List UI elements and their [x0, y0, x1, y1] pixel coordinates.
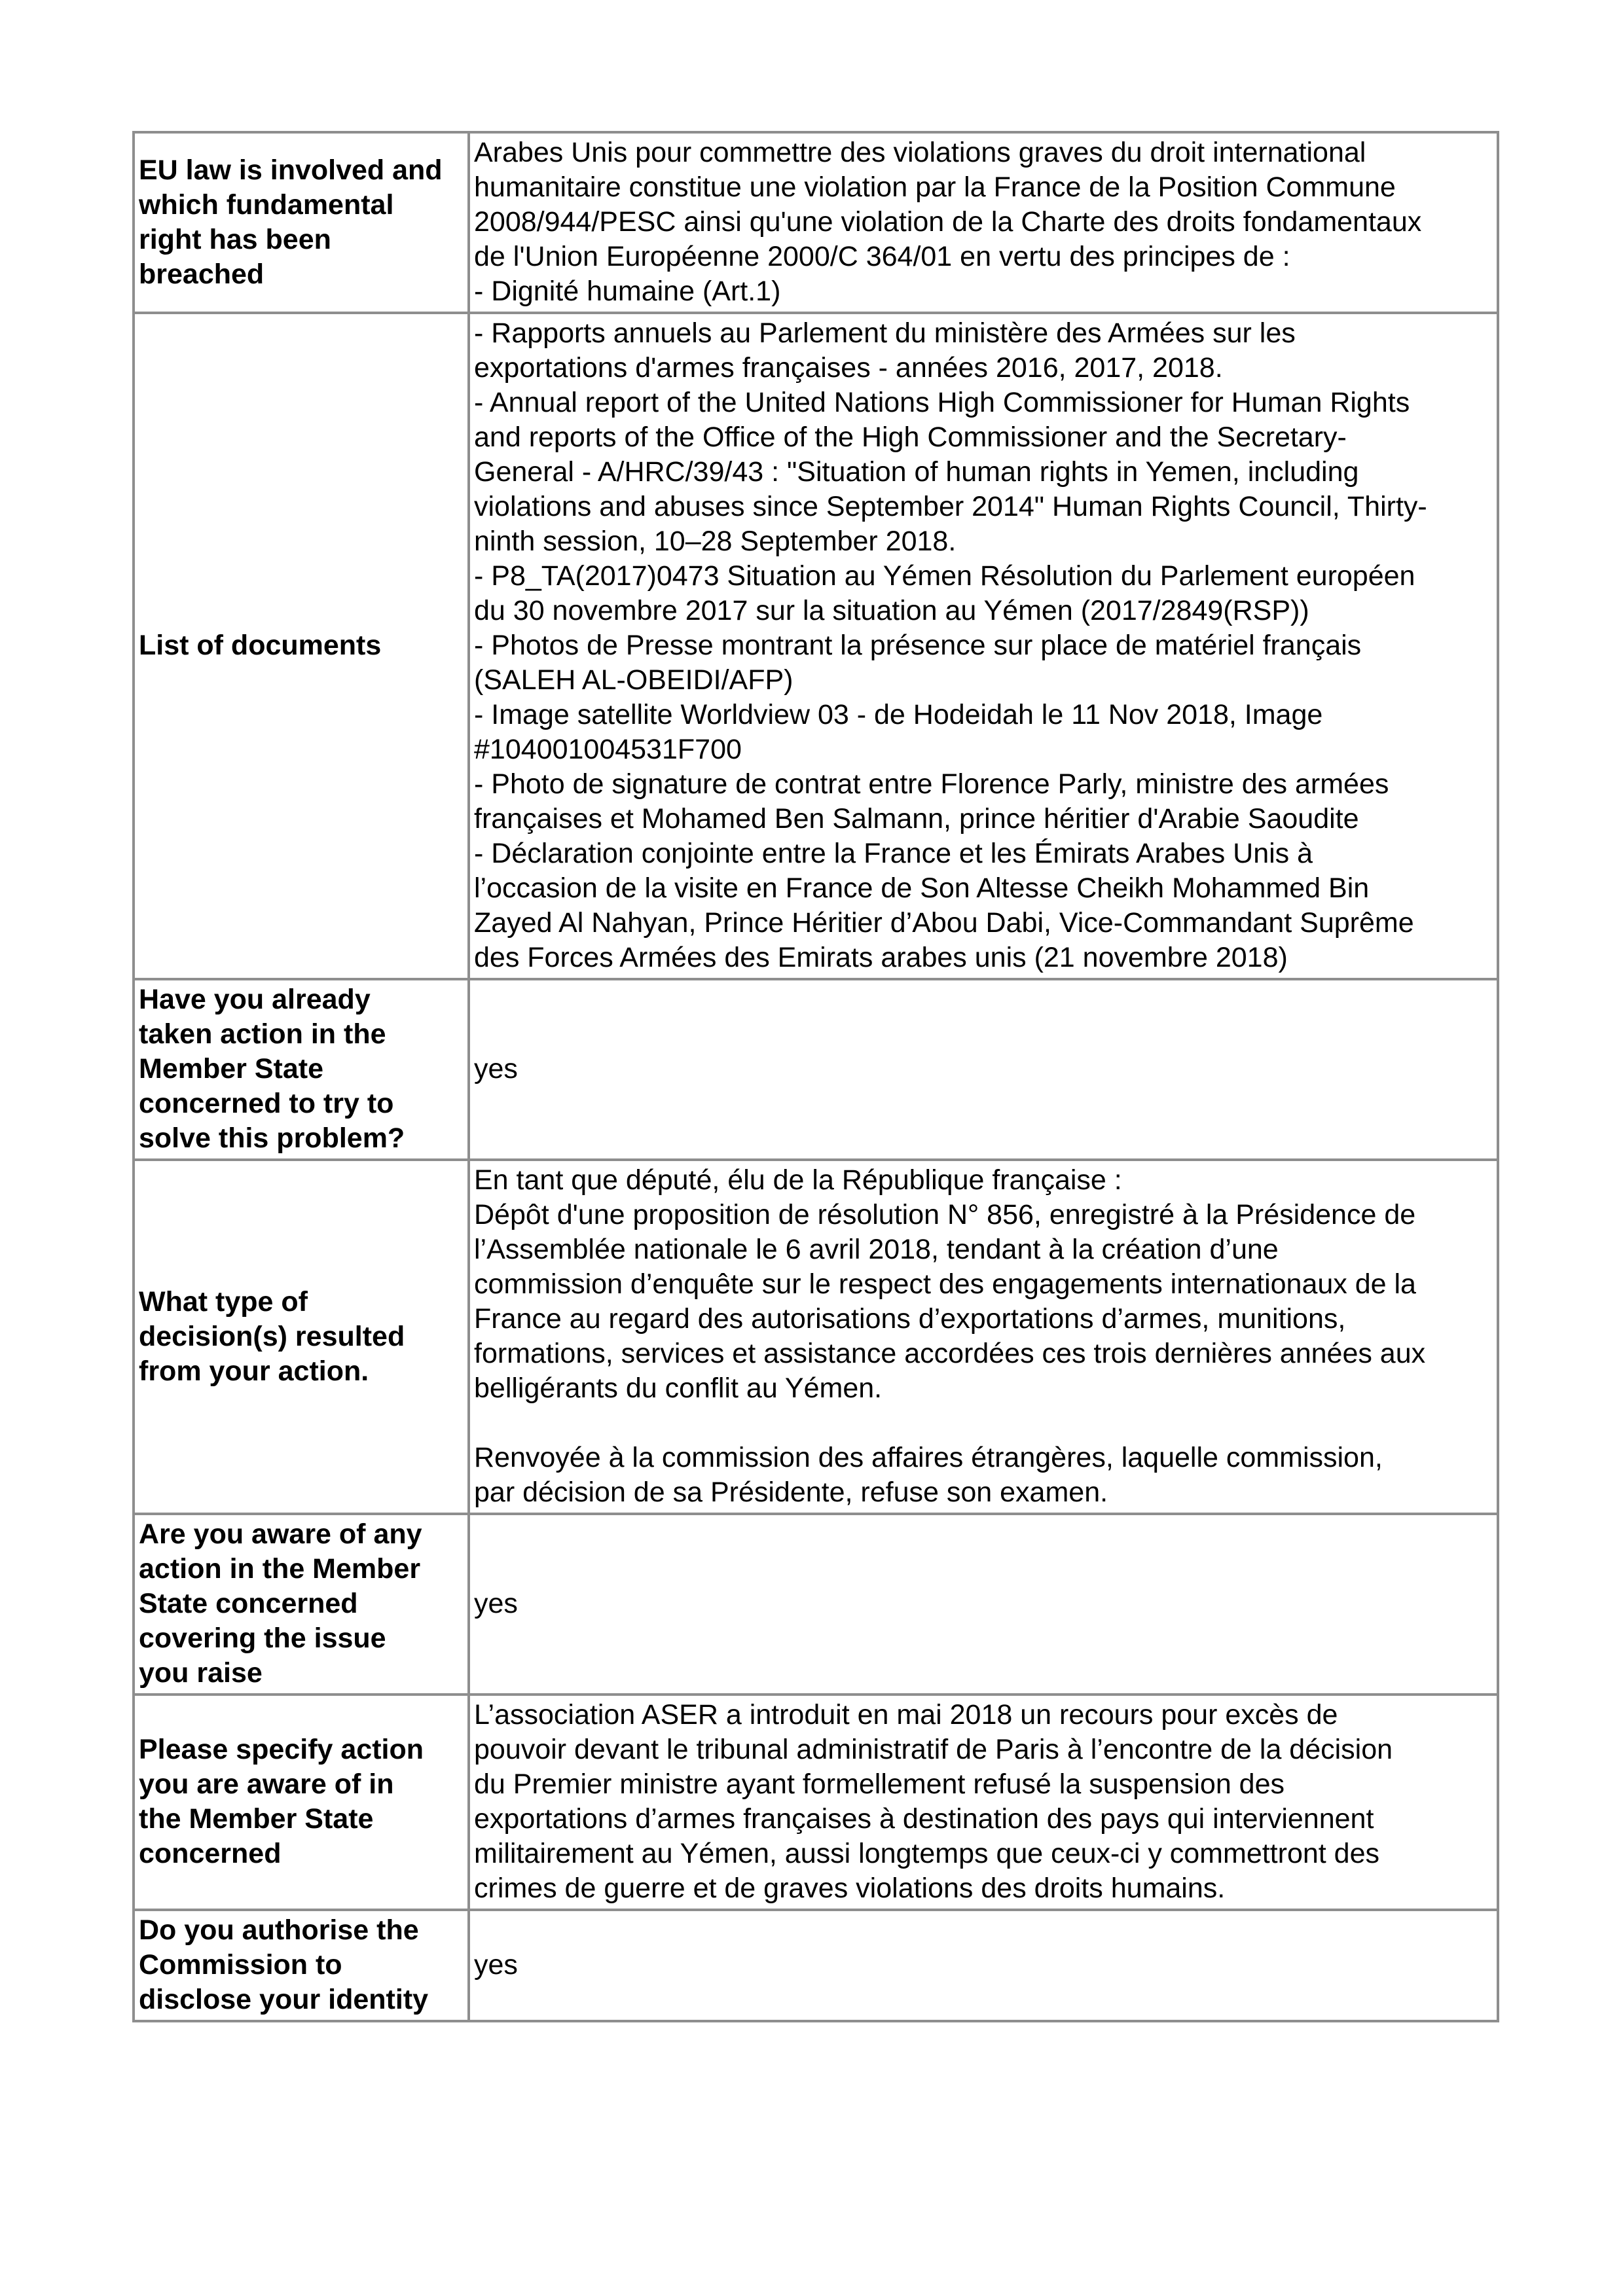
answer-line: pouvoir devant le tribunal administratif de Paris à l’encontre de la décision: [474, 1734, 1393, 1765]
question-label-line: Are you aware of any: [139, 1518, 422, 1550]
question-label-line: Have you already: [139, 984, 371, 1015]
answer-line: France au regard des autorisations d’exportations d’armes, munitions,: [474, 1303, 1346, 1335]
answer-line: l’occasion de la visite en France de Son Altesse Cheikh Mohammed Bin: [474, 872, 1370, 904]
answer-line: commission d’enquête sur le respect des engagements internationaux de la: [474, 1268, 1416, 1300]
answer-line: - Dignité humaine (Art.1): [474, 276, 781, 307]
complaint-form-table: [132, 131, 1499, 2022]
question-label-line: concerned: [139, 1838, 282, 1869]
row-specify-action: [134, 1695, 1498, 1910]
answer-line: #104001004531F700: [474, 734, 742, 765]
answer-line: du 30 novembre 2017 sur la situation au Yémen (2017/2849(RSP)): [474, 595, 1309, 626]
question-label-line: from your action.: [139, 1355, 369, 1387]
answer-line: du Premier ministre ayant formellement refusé la suspension des: [474, 1768, 1285, 1800]
answer-line: humanitaire constitue une violation par la France de la Position Commune: [474, 171, 1396, 203]
form-body: [134, 132, 1498, 2021]
question-label-line: What type of: [139, 1285, 308, 1318]
question-label: [134, 132, 469, 313]
answer-line: violations and abuses since September 2014" Human Rights Council, Thirty-: [474, 491, 1427, 522]
answer-line: yes: [474, 1588, 518, 1619]
answer-line: 2008/944/PESC ainsi qu'une violation de la Charte des droits fondamentaux: [474, 206, 1422, 238]
answer-line: par décision de sa Présidente, refuse son examen.: [474, 1477, 1108, 1508]
answer-line: - Déclaration conjointe entre la France et les Émirats Arabes Unis à: [474, 838, 1313, 869]
question-label: [134, 1695, 469, 1910]
answer-line: - Rapports annuels au Parlement du ministère des Armées sur les: [474, 317, 1296, 349]
paragraph-break: [474, 1406, 1493, 1441]
answer-line: L’association ASER a introduit en mai 2018 un recours pour excès de: [474, 1699, 1338, 1731]
question-label-line: concerned to try to: [139, 1088, 394, 1119]
row-list-of-documents: [134, 313, 1498, 979]
question-label-line: you raise: [139, 1657, 263, 1689]
question-label-line: action in the Member: [139, 1553, 421, 1585]
question-label: [134, 1514, 469, 1695]
answer-line: militairement au Yémen, aussi longtemps que ceux-ci y commettront des: [474, 1838, 1379, 1869]
question-label-line: breached: [139, 258, 264, 290]
answer-line: Renvoyée à la commission des affaires étrangères, laquelle commission,: [474, 1442, 1383, 1473]
answer-value: [469, 1695, 1498, 1910]
question-label-line: you are aware of in: [139, 1768, 394, 1800]
question-label-line: Do you authorise the: [139, 1914, 419, 1946]
answer-value: [469, 979, 1498, 1160]
answer-line: belligérants du conflit au Yémen.: [474, 1372, 883, 1404]
answer-line: - Annual report of the United Nations High Commissioner for Human Rights: [474, 387, 1410, 418]
row-authorise-disclosure: [134, 1910, 1498, 2021]
answer-line: - Photo de signature de contrat entre Florence Parly, ministre des armées: [474, 768, 1389, 800]
question-label-line: the Member State: [139, 1803, 374, 1835]
answer-line: des Forces Armées des Emirats arabes unis (21 novembre 2018): [474, 942, 1288, 973]
question-label-line: solve this problem?: [139, 1122, 405, 1154]
answer-line: yes: [474, 1053, 518, 1085]
question-label-line: taken action in the: [139, 1018, 386, 1050]
answer-value: [469, 1514, 1498, 1695]
answer-line: - Photos de Presse montrant la présence sur place de matériel français: [474, 630, 1362, 661]
answer-line: - Image satellite Worldview 03 - de Hodeidah le 11 Nov 2018, Image: [474, 699, 1323, 730]
answer-line: En tant que député, élu de la République française :: [474, 1164, 1122, 1196]
answer-line: exportations d'armes françaises - années 2016, 2017, 2018.: [474, 352, 1223, 384]
answer-line: formations, services et assistance accordées ces trois dernières années aux: [474, 1338, 1426, 1369]
question-label-line: decision(s) resulted: [139, 1320, 405, 1352]
answer-line: ninth session, 10–28 September 2018.: [474, 526, 957, 557]
question-label-line: disclose your identity: [139, 1984, 429, 2015]
question-label-line: covering the issue: [139, 1623, 386, 1654]
answer-line: General - A/HRC/39/43 : "Situation of human rights in Yemen, including: [474, 456, 1359, 488]
question-label-line: right has been: [139, 223, 331, 255]
row-decision-resulted: [134, 1160, 1498, 1514]
answer-line: - P8_TA(2017)0473 Situation au Yémen Résolution du Parlement européen: [474, 560, 1415, 592]
answer-line: Dépôt d'une proposition de résolution N° 856, enregistré à la Présidence de: [474, 1199, 1416, 1230]
question-label: [134, 1160, 469, 1514]
question-label-line: Member State: [139, 1053, 323, 1085]
row-action-taken: [134, 979, 1498, 1160]
answer-line: crimes de guerre et de graves violations des droits humains.: [474, 1873, 1226, 1904]
question-label-line: Commission to: [139, 1949, 342, 1981]
answer-line: l’Assemblée nationale le 6 avril 2018, tendant à la création d’une: [474, 1234, 1279, 1265]
answer-value: [469, 1160, 1498, 1514]
question-label-line: EU law is involved and: [139, 154, 443, 186]
question-label: [134, 1910, 469, 2021]
question-label-line: which fundamental: [139, 188, 394, 221]
answer-line: Arabes Unis pour commettre des violations graves du droit international: [474, 137, 1366, 168]
answer-value: [469, 313, 1498, 979]
answer-line: Zayed Al Nahyan, Prince Héritier d’Abou Dabi, Vice-Commandant Suprême: [474, 907, 1414, 939]
row-aware-of-action: [134, 1514, 1498, 1695]
question-label: [134, 979, 469, 1160]
row-eu-law-breached: [134, 132, 1498, 313]
answer-value: [469, 132, 1498, 313]
answer-line: and reports of the Office of the High Commissioner and the Secretary-: [474, 422, 1347, 453]
question-label-line: Please specify action: [139, 1734, 424, 1765]
answer-value: [469, 1910, 1498, 2021]
answer-line: de l'Union Européenne 2000/C 364/01 en vertu des principes de :: [474, 241, 1290, 272]
answer-line: (SALEH AL-OBEIDI/AFP): [474, 664, 793, 696]
answer-line: françaises et Mohamed Ben Salmann, prince héritier d'Arabie Saoudite: [474, 803, 1359, 834]
question-label-line: List of documents: [139, 630, 382, 661]
question-label-line: State concerned: [139, 1588, 358, 1619]
answer-line: exportations d’armes françaises à destination des pays qui interviennent: [474, 1803, 1374, 1835]
question-label: [134, 313, 469, 979]
answer-line: yes: [474, 1949, 518, 1981]
